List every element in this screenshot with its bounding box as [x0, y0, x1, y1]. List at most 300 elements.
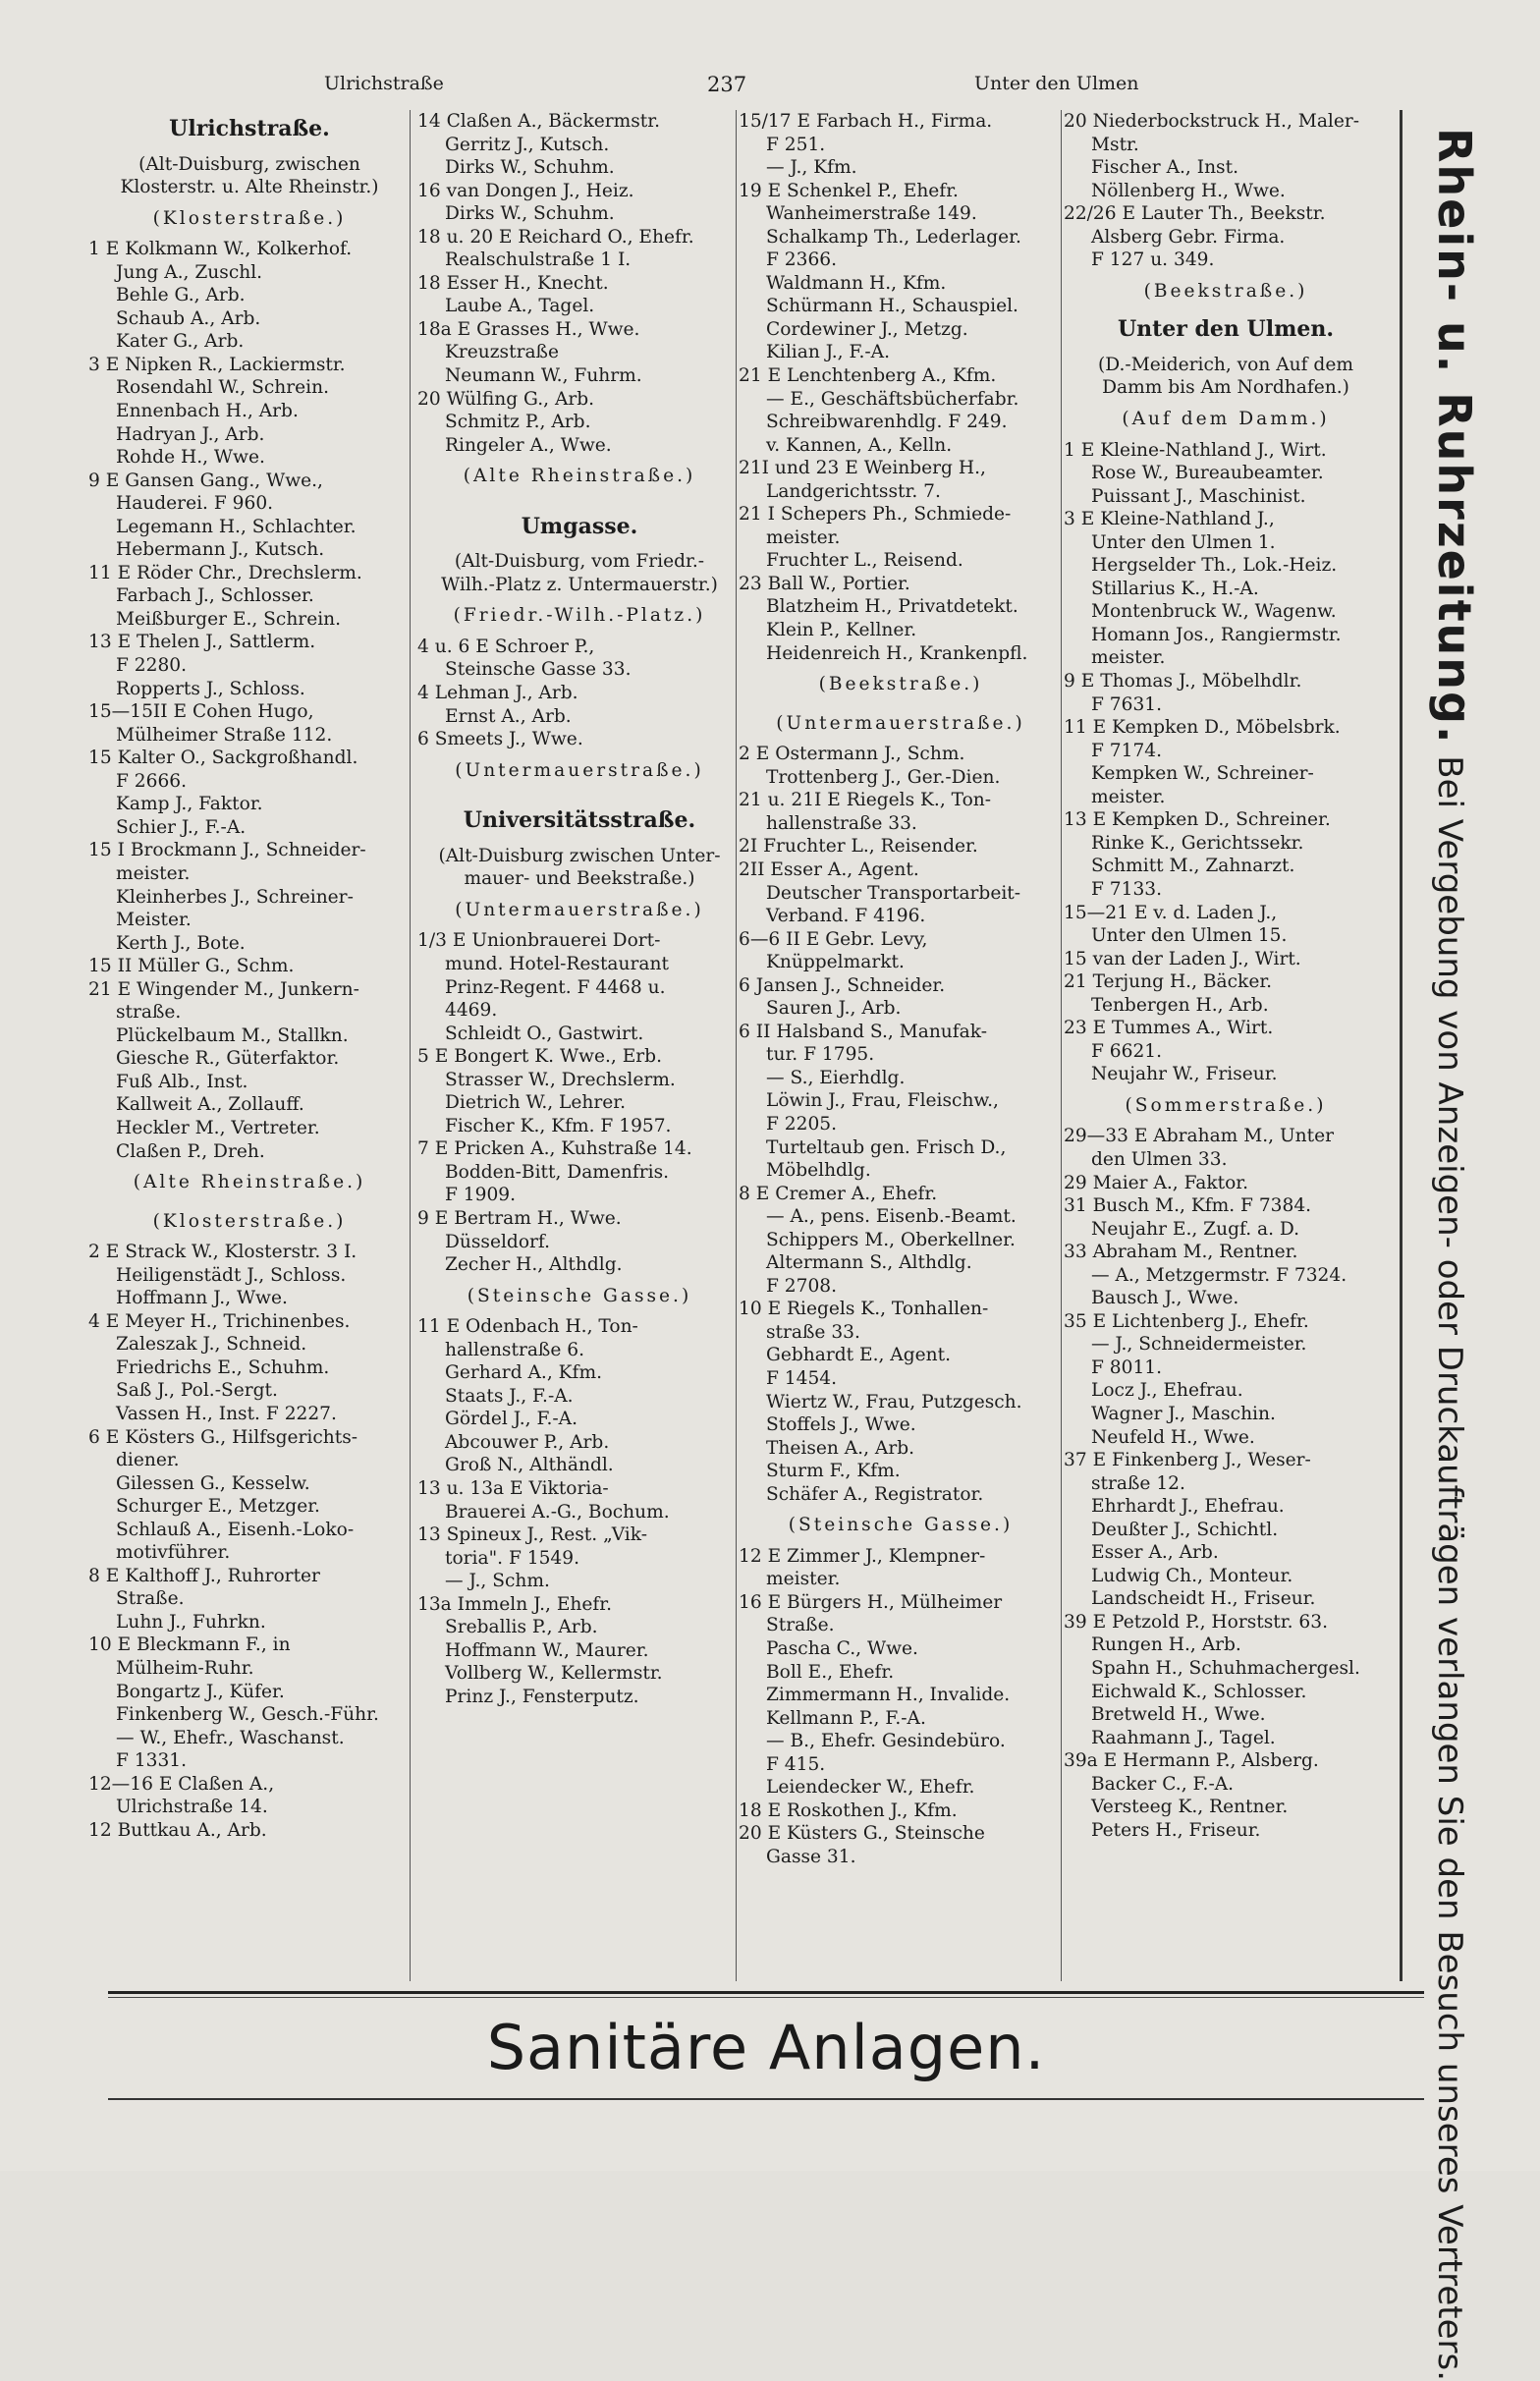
directory-entry: Heidenreich H., Krankenpfl. [766, 642, 1028, 664]
directory-entry: Sauren J., Arb. [766, 998, 902, 1020]
directory-entry: 19 E Schenkel P., Ehefr. [739, 180, 959, 201]
directory-entry: 2 E Strack W., Klosterstr. 3 I. [88, 1242, 358, 1263]
directory-entry: Tenbergen H., Arb. [1091, 994, 1269, 1016]
directory-entry: — J., Schneidermeister. [1091, 1334, 1307, 1356]
directory-entry: Kreuzstraße [445, 342, 559, 363]
directory-entry: Bongartz J., Küfer. [116, 1681, 285, 1702]
spacer [417, 790, 742, 802]
directory-entry: 13a Immeln J., Ehefr. [417, 1593, 613, 1615]
directory-entry: Bausch J., Wwe. [1091, 1288, 1239, 1309]
directory-entry: Trottenberg J., Ger.-Dien. [766, 766, 1001, 788]
directory-entry: — A., Metzgermstr. F 7324. [1091, 1264, 1348, 1286]
directory-entry: Neufeld H., Wwe. [1091, 1426, 1255, 1448]
column-divider [1061, 110, 1062, 1981]
directory-entry: 13 Spineux J., Rest. „Vik- [417, 1524, 647, 1546]
cross-street-marker: (Steinsche Gasse.) [788, 1515, 1014, 1536]
directory-entry: 4 u. 6 E Schroer P., [417, 636, 595, 657]
directory-entry: 8 E Kalthoff J., Ruhrorter [88, 1565, 320, 1586]
directory-entry: meister. [766, 1569, 841, 1590]
directory-entry: — B., Ehefr. Gesindebüro. [766, 1731, 1006, 1752]
directory-entry: meister. [766, 526, 841, 548]
directory-entry: Löwin J., Frau, Fleischw., [766, 1090, 999, 1112]
directory-entry: den Ulmen 33. [1091, 1148, 1228, 1170]
street-description: Wilh.-Platz z. Untermauerstr.) [441, 574, 718, 595]
directory-entry: Ludwig Ch., Monteur. [1091, 1565, 1293, 1586]
directory-entry: Unter den Ulmen 15. [1091, 925, 1288, 947]
directory-entry: 11 E Kempken D., Möbelsbrk. [1064, 717, 1341, 739]
directory-entry: 13 u. 13a E Viktoria- [417, 1477, 609, 1499]
street-description: Klosterstr. u. Alte Rheinstr.) [120, 177, 379, 198]
directory-entry: Möbelhdlg. [766, 1160, 871, 1182]
directory-entry: Dietrich W., Lehrer. [445, 1092, 627, 1114]
directory-entry: Jung A., Zuschl. [116, 261, 263, 283]
directory-entry: Kleinherbes J., Schreiner- [116, 886, 354, 908]
directory-entry: Mstr. [1091, 134, 1139, 155]
directory-entry: 16 van Dongen J., Heiz. [417, 180, 634, 201]
footer-rule-top-thin [108, 1997, 1424, 1998]
directory-entry: Spahn H., Schuhmachergesl. [1091, 1658, 1360, 1679]
directory-entry: 5 E Bongert K. Wwe., Erb. [417, 1046, 662, 1068]
directory-entry: Mülheim-Ruhr. [116, 1658, 254, 1679]
directory-entry: 39 E Petzold P., Horststr. 63. [1064, 1611, 1328, 1633]
cross-street-marker: (Alte Rheinstraße.) [133, 1172, 366, 1193]
cross-street-marker: (Beekstraße.) [818, 674, 983, 695]
directory-entry: Groß N., Althändl. [445, 1455, 614, 1476]
footer-advertisement: Sanitäre Anlagen. [486, 2012, 1046, 2083]
running-head-left: Ulrichstraße [324, 73, 444, 94]
directory-entry: — J., Kfm. [766, 157, 857, 179]
directory-entry: Abcouwer P., Arb. [445, 1431, 610, 1453]
directory-entry: F 415. [766, 1753, 826, 1775]
directory-entry: Rosendahl W., Schrein. [116, 377, 329, 399]
directory-entry: Boll E., Ehefr. [766, 1661, 895, 1683]
directory-entry: Raahmann J., Tagel. [1091, 1727, 1276, 1748]
directory-entry: Gördel J., F.-A. [445, 1409, 578, 1430]
directory-entry: 13 E Kempken D., Schreiner. [1064, 809, 1331, 831]
directory-entry: Giesche R., Güterfaktor. [116, 1048, 340, 1070]
street-heading: Umgasse. [521, 513, 638, 539]
directory-entry: Prinz-Regent. F 4468 u. [445, 976, 666, 998]
cross-street-marker: (Klosterstraße.) [152, 207, 347, 229]
directory-entry: — E., Geschäftsbücherfabr. [766, 388, 1019, 410]
directory-entry: Schmitt M., Zahnarzt. [1091, 856, 1295, 877]
directory-entry: 11 E Röder Chr., Drechslerm. [88, 562, 362, 583]
cross-street-marker: (Steinsche Gasse.) [467, 1285, 692, 1306]
directory-entry: Plückelbaum M., Stallkn. [116, 1024, 349, 1046]
directory-entry: 37 E Finkenberg J., Weser- [1064, 1450, 1311, 1471]
directory-entry: F 7631. [1091, 693, 1163, 715]
directory-entry: Blatzheim H., Privatdetekt. [766, 596, 1018, 618]
directory-entry: F 6621. [1091, 1040, 1163, 1062]
directory-entry: Schreibwarenhdlg. F 249. [766, 412, 1008, 433]
column-divider [410, 110, 411, 1981]
directory-entry: Kempken W., Schreiner- [1091, 763, 1314, 785]
directory-entry: Kilian J., F.-A. [766, 342, 890, 363]
directory-entry: 21 u. 21I E Riegels K., Ton- [739, 790, 992, 811]
running-head-right: Unter den Ulmen [974, 73, 1139, 94]
directory-entry: Gerritz J., Kutsch. [445, 134, 610, 155]
directory-entry: Gerhard A., Kfm. [445, 1362, 602, 1384]
directory-entry: Deutscher Transportarbeit- [766, 882, 1021, 904]
directory-entry: Hebermann J., Kutsch. [116, 539, 325, 561]
directory-entry: Luhn J., Fuhrkn. [116, 1611, 266, 1633]
directory-entry: Rohde H., Wwe. [116, 447, 265, 469]
directory-entry: 9 E Bertram H., Wwe. [417, 1207, 622, 1229]
directory-entry: Laube A., Tagel. [445, 296, 595, 317]
directory-entry: Bodden-Bitt, Damenfris. [445, 1161, 670, 1183]
directory-entry: straße 33. [766, 1321, 860, 1343]
directory-entry: Rose W., Bureaubeamter. [1091, 463, 1324, 484]
directory-entry: diener. [116, 1450, 180, 1471]
directory-entry: Wagner J., Maschin. [1091, 1403, 1276, 1424]
directory-entry: Realschulstraße 1 I. [445, 249, 632, 271]
street-heading: Ulrichstraße. [169, 116, 330, 141]
directory-entry: meister. [116, 862, 191, 884]
footer-rule-top [108, 1991, 1424, 1994]
directory-entry: Klein P., Kellner. [766, 620, 917, 641]
directory-entry: Puissant J., Maschinist. [1091, 485, 1306, 507]
directory-entry: Gilessen G., Kesselw. [116, 1472, 310, 1494]
directory-entry: v. Kannen, A., Kelln. [766, 434, 953, 456]
column-divider [736, 110, 737, 1981]
directory-entry: 9 E Gansen Gang., Wwe., [88, 470, 323, 491]
directory-entry: 1 E Kleine-Nathland J., Wirt. [1064, 439, 1327, 461]
directory-entry: Cordewiner J., Metzg. [766, 318, 968, 340]
directory-column-3 [739, 110, 1063, 1981]
directory-entry: Landscheidt H., Friseur. [1091, 1588, 1316, 1610]
directory-entry: Düsseldorf. [445, 1231, 551, 1252]
street-heading: Unter den Ulmen. [1117, 316, 1335, 343]
directory-entry: Fruchter L., Reisend. [766, 550, 963, 572]
directory-entry: 35 E Lichtenberg J., Ehefr. [1064, 1310, 1309, 1332]
directory-entry: 14 Claßen A., Bäckermstr. [417, 111, 661, 132]
directory-entry: F 2280. [116, 655, 188, 677]
street-heading: Universitätsstraße. [463, 807, 696, 834]
directory-entry: Ennenbach H., Arb. [116, 401, 299, 422]
directory-entry: 4 Lehman J., Arb. [417, 683, 578, 704]
directory-entry: meister. [1091, 786, 1166, 807]
directory-entry: 6—6 II E Gebr. Levy, [739, 928, 928, 950]
directory-entry: Prinz J., Fensterputz. [445, 1686, 639, 1707]
directory-column-2 [417, 110, 742, 1981]
directory-entry: Backer C., F.-A. [1091, 1773, 1235, 1795]
directory-entry: 4469. [445, 1000, 498, 1022]
directory-entry: Bretweld H., Wwe. [1091, 1704, 1266, 1726]
street-description: (Alt-Duisburg, zwischen [138, 153, 360, 175]
directory-entry: Hoffmann J., Wwe. [116, 1288, 288, 1309]
directory-entry: 18 u. 20 E Reichard O., Ehefr. [417, 226, 694, 248]
directory-entry: Alsberg Gebr. Firma. [1091, 226, 1286, 248]
cross-street-marker: (Untermauerstraße.) [455, 899, 704, 920]
street-description: Damm bis Am Nordhafen.) [1102, 377, 1349, 399]
ad-text: Bei Vergebung von Anzeigen- oder Druckaufträgen verlangen Sie den Besuch unseres Vertreters. [1430, 755, 1469, 2381]
directory-entry: Schürmann H., Schauspiel. [766, 296, 1018, 317]
directory-entry: Schier J., F.-A. [116, 816, 247, 838]
directory-entry: Ehrhardt J., Ehefrau. [1091, 1496, 1285, 1518]
directory-entry: straße 12. [1091, 1472, 1185, 1494]
directory-entry: Deußter J., Schichtl. [1091, 1519, 1279, 1540]
running-head [108, 73, 1385, 102]
directory-entry: Vollberg W., Kellermstr. [445, 1663, 663, 1685]
ad-title: Rhein- u. Ruhrzeitung. [1428, 128, 1481, 746]
directory-entry: 15/17 E Farbach H., Firma. [739, 111, 993, 132]
directory-entry: 29 Maier A., Faktor. [1064, 1172, 1249, 1193]
directory-entry: F 2708. [766, 1275, 838, 1297]
directory-entry: 21 Terjung H., Bäcker. [1064, 971, 1273, 993]
directory-entry: Farbach J., Schlosser. [116, 585, 314, 607]
directory-entry: Stoffels J., Wwe. [766, 1414, 916, 1436]
directory-entry: — A., pens. Eisenb.-Beamt. [766, 1206, 1017, 1228]
directory-entry: Fuß Alb., Inst. [116, 1071, 248, 1092]
directory-entry: Kamp J., Faktor. [116, 794, 263, 815]
cross-street-marker: (Sommerstraße.) [1125, 1094, 1327, 1116]
directory-entry: 11 E Odenbach H., Ton- [417, 1316, 638, 1338]
directory-entry: 4 E Meyer H., Trichinenbes. [88, 1310, 351, 1332]
directory-entry: 23 E Tummes A., Wirt. [1064, 1018, 1274, 1039]
directory-entry: Saß J., Pol.-Sergt. [116, 1380, 278, 1402]
directory-entry: Zaleszak J., Schneid. [116, 1334, 307, 1356]
directory-entry: Montenbruck W., Wagenw. [1091, 601, 1337, 623]
directory-entry: Schmitz P., Arb. [445, 412, 591, 433]
directory-entry: 21I und 23 E Weinberg H., [739, 458, 986, 479]
directory-entry: 6 II Halsband S., Manufak- [739, 1021, 987, 1042]
directory-entry: Staats J., F.-A. [445, 1385, 574, 1407]
directory-entry: 3 E Nipken R., Lackiermstr. [88, 354, 346, 375]
directory-entry: F 1331. [116, 1750, 188, 1772]
directory-entry: 10 E Bleckmann F., in [88, 1634, 291, 1656]
directory-entry: Kerth J., Bote. [116, 932, 246, 954]
directory-entry: Brauerei A.-G., Bochum. [445, 1501, 670, 1523]
cross-street-marker: (Klosterstraße.) [152, 1210, 347, 1232]
directory-entry: 2II Esser A., Agent. [739, 858, 919, 880]
directory-entry: Schlauß A., Eisenh.-Loko- [116, 1519, 355, 1540]
cross-street-marker: (Auf dem Damm.) [1122, 409, 1330, 430]
directory-entry: motivführer. [116, 1542, 231, 1564]
directory-entry: Steinsche Gasse 33. [445, 659, 632, 681]
directory-entry: Unter den Ulmen 1. [1091, 531, 1276, 553]
directory-entry: 12 E Zimmer J., Klempner- [739, 1545, 986, 1567]
directory-entry: Leiendecker W., Ehefr. [766, 1777, 975, 1799]
directory-entry: Zecher H., Althdlg. [445, 1254, 623, 1276]
cross-street-marker: (Untermauerstraße.) [776, 712, 1025, 734]
directory-entry: 6 Jansen J., Schneider. [739, 974, 946, 996]
directory-entry: Vassen H., Inst. F 2227. [116, 1403, 337, 1424]
cross-street-marker: (Alte Rheinstraße.) [463, 466, 696, 487]
directory-entry: F 251. [766, 134, 826, 155]
directory-entry: Fischer K., Kfm. F 1957. [445, 1115, 672, 1136]
directory-entry: Peters H., Friseur. [1091, 1819, 1261, 1841]
vertical-advertisement [1428, 128, 1481, 2381]
directory-entry: Zimmermann H., Invalide. [766, 1685, 1011, 1706]
directory-entry: Schaub A., Arb. [116, 307, 261, 329]
directory-entry: 31 Busch M., Kfm. F 7384. [1064, 1195, 1312, 1217]
directory-entry: Schleidt O., Gastwirt. [445, 1023, 644, 1044]
directory-entry: Ringeler A., Wwe. [445, 434, 612, 456]
directory-entry: Wiertz W., Frau, Putzgesch. [766, 1391, 1022, 1412]
directory-entry: F 1454. [766, 1367, 838, 1389]
directory-entry: Altermann S., Althdlg. [766, 1252, 972, 1274]
directory-entry: Schäfer A., Registrator. [766, 1483, 984, 1505]
directory-entry: Nöllenberg H., Wwe. [1091, 180, 1286, 201]
directory-entry: Homann Jos., Rangiermstr. [1091, 624, 1342, 645]
directory-entry: F 8011. [1091, 1357, 1163, 1378]
directory-entry: — S., Eierhdlg. [766, 1067, 906, 1088]
directory-entry: Waldmann H., Kfm. [766, 272, 947, 294]
directory-entry: F 1909. [445, 1185, 517, 1206]
directory-entry: Theisen A., Arb. [766, 1437, 915, 1459]
directory-entry: Turteltaub gen. Frisch D., [766, 1136, 1007, 1158]
directory-entry: F 7133. [1091, 878, 1163, 900]
directory-entry: Mülheimer Straße 112. [116, 724, 333, 746]
directory-entry: 2 E Ostermann J., Schm. [739, 744, 965, 765]
directory-entry: Schalkamp Th., Lederlager. [766, 226, 1021, 248]
directory-column-4 [1064, 110, 1388, 1981]
street-description: mauer- und Beekstraße.) [464, 868, 695, 890]
directory-entry: Esser A., Arb. [1091, 1542, 1219, 1564]
directory-entry: Sreballis P., Arb. [445, 1617, 598, 1638]
directory-entry: 20 Wülfing G., Arb. [417, 388, 595, 410]
directory-entry: Ernst A., Arb. [445, 705, 572, 727]
directory-entry: 8 E Cremer A., Ehefr. [739, 1183, 938, 1204]
directory-entry: Versteeg K., Rentner. [1091, 1797, 1289, 1818]
directory-entry: Pascha C., Wwe. [766, 1638, 918, 1659]
directory-entry: Landgerichtsstr. 7. [766, 480, 941, 502]
directory-entry: Heiligenstädt J., Schloss. [116, 1264, 347, 1286]
directory-entry: 10 E Riegels K., Tonhallen- [739, 1299, 989, 1320]
directory-entry: Friedrichs E., Schuhm. [116, 1357, 330, 1378]
directory-entry: 20 E Küsters G., Steinsche [739, 1823, 985, 1845]
directory-entry: F 2366. [766, 249, 838, 271]
directory-entry: Strasser W., Drechslerm. [445, 1069, 676, 1090]
directory-entry: Claßen P., Dreh. [116, 1140, 265, 1162]
directory-entry: Dirks W., Schuhm. [445, 203, 615, 225]
directory-entry: Gasse 31. [766, 1846, 856, 1867]
directory-entry: Wanheimerstraße 149. [766, 203, 977, 225]
directory-entry: Meister. [116, 910, 192, 931]
directory-entry: 21 E Wingender M., Junkern- [88, 978, 359, 1000]
footer-rule-bottom [108, 2098, 1424, 2100]
directory-entry: 22/26 E Lauter Th., Beekstr. [1064, 203, 1326, 225]
directory-entry: F 2205. [766, 1113, 838, 1135]
directory-entry: 6 Smeets J., Wwe. [417, 729, 583, 750]
page-number: 237 [707, 73, 747, 96]
directory-entry: 21 E Lenchtenberg A., Kfm. [739, 365, 997, 387]
directory-entry: Heckler M., Vertreter. [116, 1117, 320, 1138]
directory-entry: 39a E Hermann P., Alsberg. [1064, 1750, 1319, 1772]
directory-entry: 9 E Thomas J., Möbelhdlr. [1064, 671, 1302, 692]
directory-entry: — W., Ehefr., Waschanst. [116, 1727, 345, 1748]
directory-entry: 3 E Kleine-Nathland J., [1064, 509, 1275, 530]
directory-entry: Kater G., Arb. [116, 331, 245, 353]
directory-entry: 29—33 E Abraham M., Unter [1064, 1126, 1334, 1147]
directory-entry: Ulrichstraße 14. [116, 1797, 268, 1818]
directory-entry: 18 Esser H., Knecht. [417, 272, 609, 294]
directory-entry: 23 Ball W., Portier. [739, 573, 910, 594]
directory-entry: Knüppelmarkt. [766, 952, 905, 973]
directory-entry: 1/3 E Unionbrauerei Dort- [417, 930, 661, 952]
directory-entry: 20 Niederbockstruck H., Maler- [1064, 111, 1360, 132]
directory-entry: 18a E Grasses H., Wwe. [417, 318, 640, 340]
directory-entry: Rungen H., Arb. [1091, 1634, 1241, 1656]
directory-entry: Meißburger E., Schrein. [116, 608, 342, 630]
directory-entry: Neujahr W., Friseur. [1091, 1064, 1278, 1085]
street-description: (D.-Meiderich, von Auf dem [1098, 354, 1353, 375]
directory-entry: straße. [116, 1002, 182, 1024]
directory-column-1 [88, 110, 411, 1981]
directory-entry: Hoffmann W., Maurer. [445, 1639, 649, 1661]
directory-entry: 15 Kalter O., Sackgroßhandl. [88, 748, 358, 769]
directory-entry: 15—21 E v. d. Laden J., [1064, 902, 1278, 923]
directory-entry: 2I Fruchter L., Reisender. [739, 836, 978, 858]
directory-entry: Neumann W., Fuhrm. [445, 365, 642, 387]
directory-entry: 15—15II E Cohen Hugo, [88, 701, 314, 723]
directory-entry: Hadryan J., Arb. [116, 423, 265, 445]
directory-entry: 12—16 E Claßen A., [88, 1773, 275, 1795]
cross-street-marker: (Friedr.-Wilh.-Platz.) [453, 605, 706, 627]
ad-divider [1400, 110, 1402, 1981]
directory-entry: 13 E Thelen J., Sattlerm. [88, 632, 316, 653]
directory-entry: Legemann H., Schlachter. [116, 516, 357, 537]
cross-street-marker: (Beekstraße.) [1143, 280, 1308, 302]
directory-entry: 18 E Roskothen J., Kfm. [739, 1800, 958, 1821]
directory-entry: F 7174. [1091, 740, 1163, 761]
directory-entry: 6 E Kösters G., Hilfsgerichts- [88, 1426, 358, 1448]
directory-entry: Neujahr E., Zugf. a. D. [1091, 1218, 1300, 1240]
directory-entry: Verband. F 4196. [766, 906, 926, 927]
directory-entry: 21 I Schepers Ph., Schmiede- [739, 504, 1012, 526]
cross-street-marker: (Untermauerstraße.) [455, 759, 704, 781]
directory-entry: Stillarius K., H.-A. [1091, 578, 1259, 599]
directory-entry: 12 Buttkau A., Arb. [88, 1819, 267, 1841]
directory-entry: Sturm F., Kfm. [766, 1461, 901, 1482]
directory-entry: Rinke K., Gerichtssekr. [1091, 832, 1304, 854]
directory-entry: 16 E Bürgers H., Mülheimer [739, 1591, 1003, 1613]
directory-entry: Schurger E., Metzger. [116, 1496, 320, 1518]
directory-entry: Fischer A., Inst. [1091, 157, 1238, 179]
directory-entry: meister. [1091, 647, 1166, 669]
directory-entry: 33 Abraham M., Rentner. [1064, 1242, 1298, 1263]
street-description: (Alt-Duisburg, vom Friedr.- [454, 551, 705, 573]
directory-entry: Ropperts J., Schloss. [116, 678, 305, 699]
directory-entry: Dirks W., Schuhm. [445, 157, 615, 179]
spacer [417, 496, 742, 508]
directory-entry: Behle G., Arb. [116, 285, 246, 306]
directory-entry: Eichwald K., Schlosser. [1091, 1681, 1307, 1702]
directory-entry: Kellmann P., F.-A. [766, 1707, 926, 1729]
directory-entry: Locz J., Ehefrau. [1091, 1380, 1243, 1402]
directory-entry: hallenstraße 33. [766, 812, 917, 834]
directory-entry: 1 E Kolkmann W., Kolkerhof. [88, 239, 353, 260]
directory-entry: 7 E Pricken A., Kuhstraße 14. [417, 1138, 692, 1160]
directory-entry: Gebhardt E., Agent. [766, 1345, 951, 1366]
directory-entry: Straße. [766, 1615, 835, 1636]
directory-entry: F 2666. [116, 770, 188, 792]
directory-entry: toria". F 1549. [445, 1547, 580, 1569]
street-description: (Alt-Duisburg zwischen Unter- [438, 845, 721, 866]
directory-entry: tur. F 1795. [766, 1044, 875, 1066]
directory-entry: hallenstraße 6. [445, 1339, 584, 1360]
directory-entry: Finkenberg W., Gesch.-Führ. [116, 1704, 379, 1726]
directory-entry: 15 van der Laden J., Wirt. [1064, 948, 1301, 969]
directory-entry: — J., Schm. [445, 1571, 550, 1592]
directory-entry: Kallweit A., Zollauff. [116, 1094, 304, 1116]
directory-entry: Hergselder Th., Lok.-Heiz. [1091, 555, 1338, 577]
directory-entry: mund. Hotel-Restaurant [445, 953, 669, 974]
directory-entry: Straße. [116, 1588, 185, 1610]
directory-entry: Hauderei. F 960. [116, 493, 274, 515]
directory-entry: 15 II Müller G., Schm. [88, 956, 295, 977]
directory-entry: F 127 u. 349. [1091, 249, 1215, 271]
